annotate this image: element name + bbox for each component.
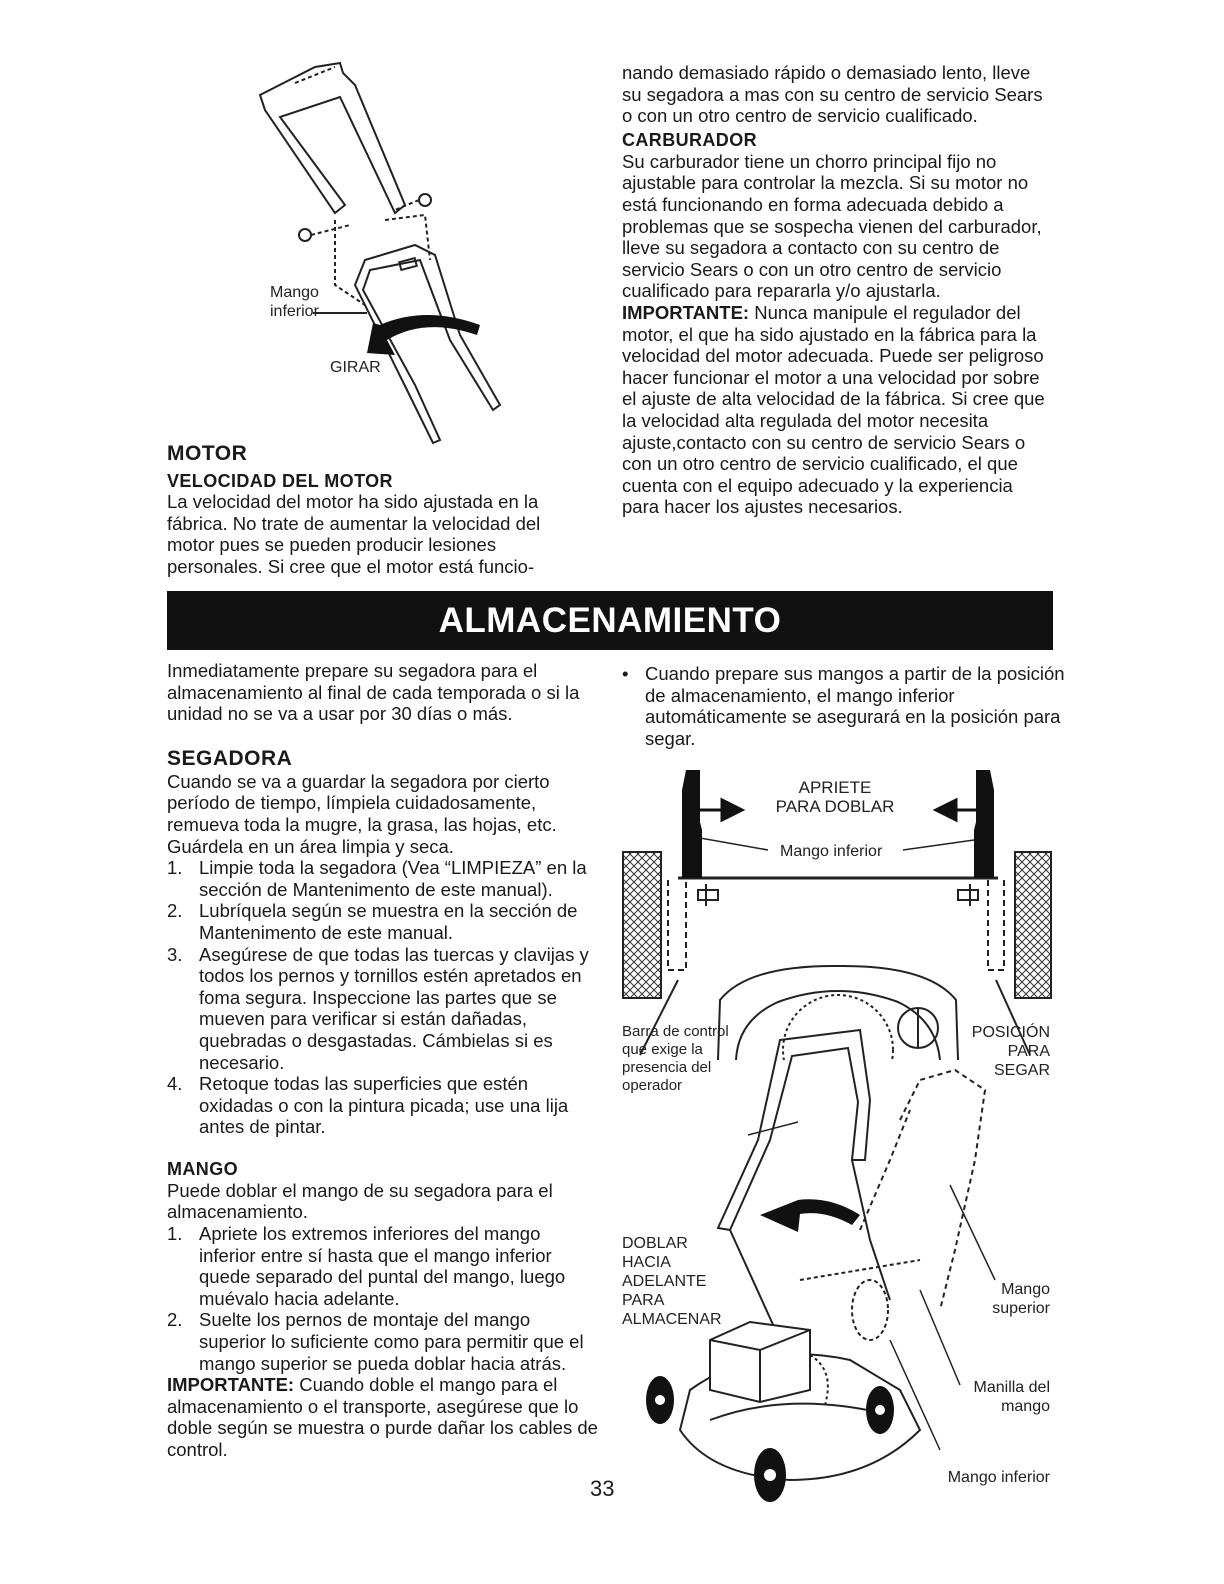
storage-intro: Inmediatamente prepare su segadora para el almacenamiento al final de cada temporada o si la unidad no se va a usar por 30 días o más.: [167, 660, 580, 725]
bullet-paragraph: [622, 663, 1065, 749]
list-item: 2. Lubríquela según se muestra en la sección de Mantenimento de este manual.: [167, 900, 578, 943]
continuation-text: nando demasiado rápido o demasiado lento, lleve su segadora a mas con su centro de servicio Sears o con un otro centro de servicio cualificado.: [622, 62, 1043, 127]
mango-text: Puede doblar el mango de su segadora para el almacenamiento.: [167, 1179, 553, 1223]
motor-heading: MOTOR: [167, 442, 248, 465]
carburador-heading: CARBURADOR: [622, 129, 757, 150]
list-item: 4. Retoque todas las superficies que estén oxidadas o con la pintura picada; use una lija antes de pintar.: [167, 1073, 569, 1138]
segadora-steps: [167, 857, 599, 1138]
page-number: 33: [590, 1476, 615, 1501]
top-right-column: [622, 62, 1052, 518]
bullet-text: Cuando prepare sus mangos a partir de la posición de almacenamiento, el mango inferior automáticamente se asegurará en la posición para segar.: [645, 663, 1065, 749]
list-item: 1. Apriete los extremos inferiores del mango inferior entre sí hasta que el mango inferior quede separado del puntal del mango, luego muévalo hacia adelante.: [167, 1223, 566, 1309]
figure-label-mango-inferior: Mango inferior: [270, 284, 319, 320]
carburador-text: Su carburador tiene un chorro principal fijo no ajustable para controlar la mezcla. Si su motor no está funcionando en forma adecuada debido a problemas que se sospecha vienen del carburador, lleve su segadora a contacto con su centro de servicio Sears o con un otro centro de servicio cualificado para repararla y/o ajustarla.: [622, 150, 1042, 302]
bullet-glyph: •: [622, 663, 629, 684]
bottom-left-column: [167, 660, 599, 1461]
posicion-para-segar-label: POSICIÓN PARA SEGAR: [971, 1024, 1050, 1079]
mango-heading: MANGO: [167, 1158, 238, 1179]
segadora-text: Cuando se va a guardar la segadora por cierto período de tiempo, límpiela cuidadosamente, remueva toda la mugre, la grasa, las hojas, etc. Guárdela en un área limpia y seca.: [167, 770, 557, 857]
importante-mango-paragraph: [167, 1374, 599, 1460]
apriete-label: APRIETE PARA DOBLAR: [775, 778, 895, 816]
importante-text: Nunca manipule el regulador del motor, el que ha sido ajustado en la fábrica para la velocidad del motor adecuada. Puede ser peligroso hacer funcionar el motor a una velocidad por sobre el ajuste de alta velocidad de la fábrica. Si cree que la velocidad alta regulada del motor necesita ajuste,contacto con su centro de servicio Sears o con un otro centro de servicio cualificado, el que cuenta con el equipo adecuado y la experiencia para hacer los ajustes necesarios.: [622, 301, 1045, 518]
doblar-label: DOBLAR HACIA ADELANTE PARA ALMACENAR: [622, 1235, 722, 1328]
handle-assembly-figure: [255, 55, 515, 450]
list-item: 3. Asegúrese de que todas las tuercas y clavijas y todos los pernos y tornillos estén apretados en foma segura. Inspeccione las partes que se mueven para verificar si están dañadas, quebradas o desgastadas. Cámbielas si es necesario.: [167, 943, 589, 1073]
list-item: 2. Suelte los pernos de montaje del mango superior lo suficiente como para permitir que el mango superior se pueda doblar hacia atrás.: [167, 1309, 584, 1374]
figure-label-girar: GIRAR: [330, 359, 381, 376]
importante-paragraph: [622, 302, 1052, 518]
almacenamiento-banner: ALMACENAMIENTO: [167, 591, 1053, 650]
importante-label: IMPORTANTE:: [622, 301, 750, 323]
importante-label: IMPORTANTE:: [167, 1374, 295, 1396]
importante-text: Cuando doble el mango para el almacenamiento o el transporte, asegúrese que lo doble según se muestra o purde dañar los cables de control.: [167, 1374, 598, 1460]
list-item: 1. Limpie toda la segadora (Vea “LIMPIEZA” en la sección de Mantenimento de este manual).: [167, 857, 587, 900]
barra-de-control-label: Barra de control que exige la presencia del operador: [622, 1023, 729, 1094]
mango-steps: [167, 1223, 599, 1374]
segadora-heading: SEGADORA: [167, 746, 293, 770]
velocidad-heading: VELOCIDAD DEL MOTOR: [167, 471, 393, 491]
mango-inferior-label-fig1: Mango inferior: [780, 843, 883, 860]
velocidad-text: La velocidad del motor ha sido ajustada en la fábrica. No trate de aumentar la velocidad del motor pues se pueden producir lesiones personales. Si cree que el motor está funcio-: [167, 491, 541, 577]
mango-superior-label: Mango superior: [992, 1281, 1050, 1317]
manilla-label: Manilla del mango: [973, 1379, 1050, 1415]
mango-inferior-label-fig2: Mango inferior: [947, 1469, 1050, 1486]
